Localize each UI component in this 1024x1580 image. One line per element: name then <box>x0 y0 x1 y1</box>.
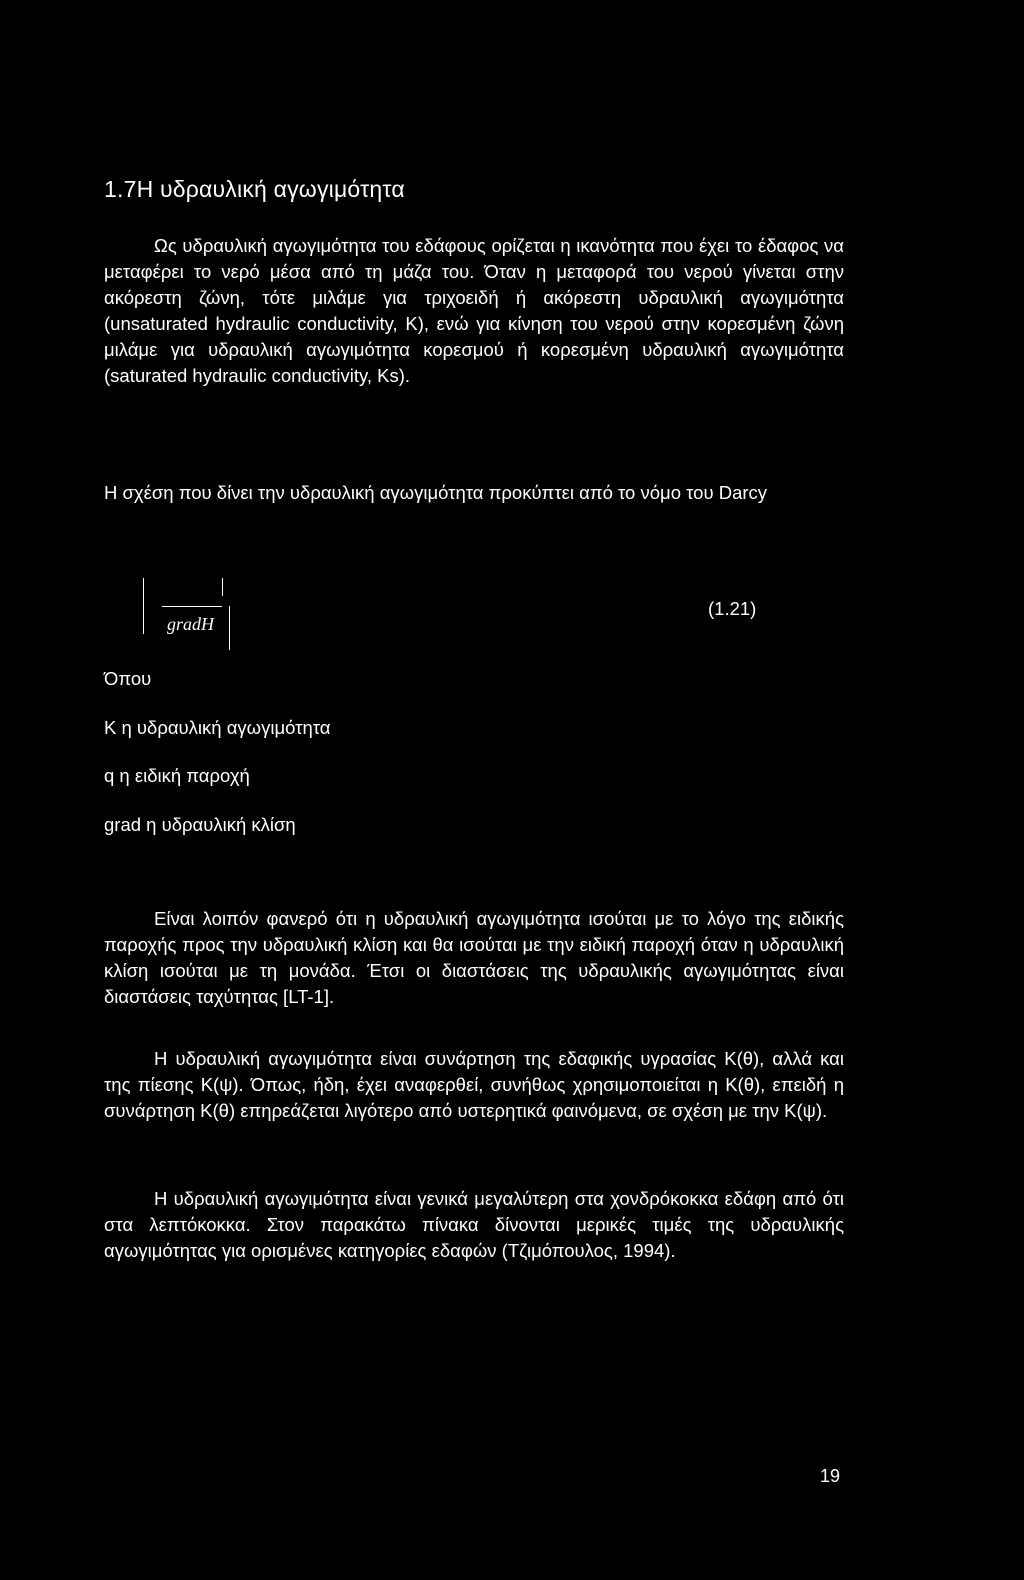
equation-right-bar <box>229 606 230 650</box>
paragraph-soil-types: Η υδραυλική αγωγιμότητα είναι γενικά μεγαλύτερη στα χονδρόκοκκα εδάφη από ότι στα λεπτόκοκκα. Στον παρακάτω πίνακα δίνονται μερικές τιμές της υδραυλικής αγωγιμότητας για ορισμένες κατηγορίες εδαφών (Τζιμόπουλος, 1994). <box>104 1188 844 1261</box>
definition-item-k: Κ η υδραυλική αγωγιμότητα <box>104 717 331 738</box>
paragraph-moisture: Η υδραυλική αγωγιμότητα είναι συνάρτηση της εδαφικής υγρασίας Κ(θ), αλλά και της πίεσης Κ(ψ). Όπως, ήδη, έχει αναφερθεί, συνήθως χρησιμοποιείται η Κ(θ), επειδή η συνάρτηση Κ(θ) επηρεάζεται λιγότερο από υστερητικά φαινόμενα, σε σχέση με την Κ(ψ). <box>104 1048 844 1121</box>
equation-number: (1.21) <box>708 598 757 619</box>
equation-fraction-line <box>162 606 222 607</box>
paragraph-definition: Ως υδραυλική αγωγιμότητα του εδάφους ορίζεται η ικανότητα που έχει το έδαφος να μεταφέρει το νερό μέσα από τη μάζα του. Όταν η μεταφορά του νερού γίνεται στην ακόρεστη ζώνη, τότε μιλάμε για τριχοειδή ή ακόρεστη υδραυλική αγωγιμότητα (unsaturated hydraulic conductivity, K), ενώ για κίνηση του νερού στην κορεσμένη ζώνη μιλάμε για υδραυλική αγωγιμότητα κορεσμού ή κορεσμένη υδραυλική αγωγιμότητα (saturated hydraulic conductivity, Ks). <box>104 235 844 386</box>
equation-left-bar <box>143 578 144 634</box>
definition-item-grad: grad η υδραυλική κλίση <box>104 814 296 835</box>
paragraph-conclusion: Είναι λοιπόν φανερό ότι η υδραυλική αγωγιμότητα ισούται με το λόγο της ειδικής παροχής προς την υδραυλική κλίση και θα ισούται με την ειδική παροχή όταν η υδραυλική κλίση ισούται με τη μονάδα. Έτσι οι διαστάσεις της υδραυλικής αγωγιμότητας είναι διαστάσεις ταχύτητας [LT-1]. <box>104 908 844 1007</box>
equation-upper-bar <box>222 578 223 596</box>
paragraph-darcy-intro: Η σχέση που δίνει την υδραυλική αγωγιμότητα προκύπτει από το νόμο του Darcy <box>104 482 768 503</box>
equation-denominator: gradH <box>167 614 215 634</box>
definition-item-q: q η ειδική παροχή <box>104 765 250 786</box>
page-number: 19 <box>820 1466 841 1486</box>
definitions-intro: Όπου <box>104 668 152 689</box>
section-heading: 1.7Η υδραυλική αγωγιμότητα <box>104 176 405 202</box>
